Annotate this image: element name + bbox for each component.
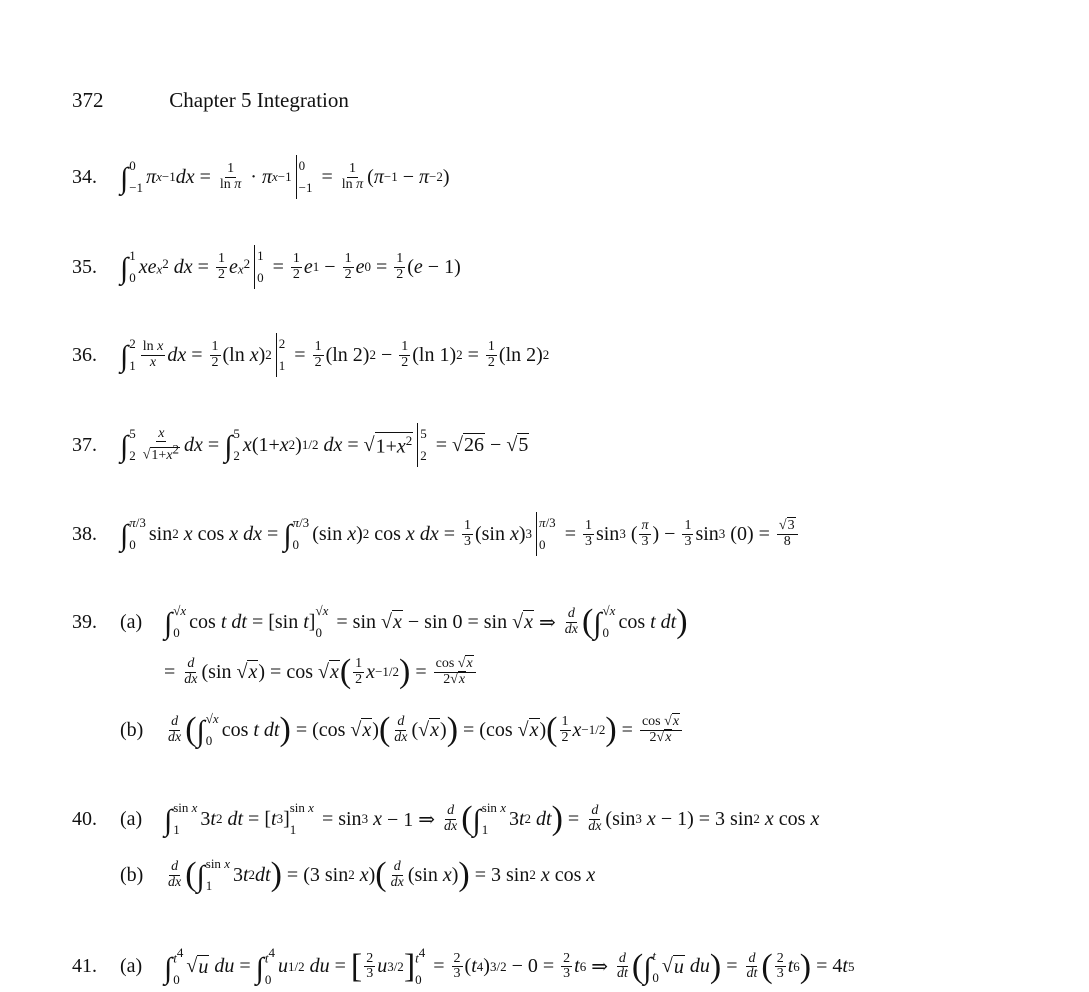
problem-39b bbox=[72, 708, 684, 752]
problem-35 bbox=[72, 245, 461, 289]
problem-number: 38. bbox=[72, 522, 97, 545]
problem-number: 35. bbox=[72, 255, 97, 278]
problem-40b bbox=[72, 853, 595, 897]
problem-number: 39. bbox=[72, 610, 97, 633]
problem-35-equation: ∫ 1 0 xe $x^2$ dx = $\frac{1}{2}$ e $x^2$ 1 0 = $\frac{1}{2}$ e 1 − $\frac{1}{2}$ e 0 = $\frac{1}{2}$ ( e − 1) bbox=[120, 245, 461, 289]
problem-36 bbox=[72, 333, 549, 377]
chapter-title: Chapter 5 Integration bbox=[169, 88, 349, 112]
problem-39a-equation-2: = $\frac{d}{dx}$ (sin √ x ) = cos √ x ( $\frac{1}{2}$ x −1/2 ) = $\frac{\cos √x}{2√x}$ bbox=[164, 655, 478, 689]
problem-40a-equation: ∫ sin x 1 3 t 2 dt = [ t 3 ] sin x 1 = sin 3 x − 1 ⇒ $\frac{d}{dx}$ ( ∫ sin x 1 3 t 2 dt ) = $\frac{d}{dx}$ (sin 3 x − 1) = 3 sin 2 x cos x bbox=[164, 800, 820, 838]
problem-38 bbox=[72, 512, 800, 556]
part-label: (a) bbox=[120, 807, 143, 830]
problem-number: 34. bbox=[72, 165, 97, 188]
problem-37 bbox=[72, 423, 529, 467]
problem-number: 41. bbox=[72, 955, 97, 978]
problem-number: 36. bbox=[72, 343, 97, 366]
problem-number: 37. bbox=[72, 433, 97, 456]
problem-34-equation: ∫ 0 −1 π x−1 dx = $\frac{1}{\text{ln π}}$ · π x−1 0 −1 = $\frac{1}{\text{ln π}}$ ( π −1 − π −2 ) bbox=[120, 155, 450, 199]
problem-38-equation: ∫ π/3 0 sin 2 x cos x dx = ∫ π/3 0 (sin x ) 2 cos x dx = $\frac{1}{3}$ (sin x ) 3 π/3 0 = $\frac{1}{3}$ sin 3 ( $\frac{\pi}{3}$ ) − $\frac{1}{3}$ sin 3 (0) = $\frac{√3}{8}$ bbox=[120, 512, 800, 556]
problem-41a-equation: ∫ $t^4$ 0 √ u du = ∫ $t^4$ 0 u 1/2 du = [ $\frac{2}{3}$ u 3/2 ] $t^4$ 0 = $\frac{2}{3}$ ( t 4 ) 3/2 − 0 = $\frac{2}{3}$ t 6 ⇒ $\frac{d}{dt}$ ( ∫ t 0 √ u du ) = $\frac{d}{dt}$ ( $\frac{2}{3}$ t 6 ) = 4 t 5 bbox=[164, 945, 855, 988]
problem-39b-equation: $\frac{d}{dx}$ ( ∫ √x 0 cos t dt ) = (cos √ x ) ( $\frac{d}{dx}$ (√ x ) ) = (cos √ x ) ( $\frac{1}{2}$ x −1/2 ) = $\frac{\cos √x}{2√x}$ bbox=[164, 708, 684, 752]
part-label: (b) bbox=[120, 863, 144, 886]
problem-41a bbox=[72, 942, 854, 992]
problem-39a-line2 bbox=[72, 655, 478, 689]
page-header bbox=[72, 88, 349, 113]
part-label: (a) bbox=[120, 955, 143, 978]
problem-36-equation: ∫ 2 1 $\frac{\text{ln x}}{x}$ dx = $\frac{1}{2}$ (ln x ) 2 2 1 = $\frac{1}{2}$ (ln 2) 2 − $\frac{1}{2}$ (ln 1) 2 = $\frac{1}{2}$ (ln 2) 2 bbox=[120, 333, 549, 377]
problem-34 bbox=[72, 155, 450, 199]
part-label: (b) bbox=[120, 718, 144, 741]
problem-40a bbox=[72, 797, 819, 841]
problem-39a-equation-1: ∫ √x 0 cos t dt = [sin t ] √x 0 = sin √ x − sin 0 = sin √ x ⇒ $\frac{d}{dx}$ ( ∫ √x 0 cos t dt ) bbox=[164, 603, 688, 641]
problem-number: 40. bbox=[72, 807, 97, 830]
problem-39a-line1 bbox=[72, 600, 688, 644]
problem-40b-equation: $\frac{d}{dx}$ ( ∫ sin x 1 3 t 2 dt ) = (3 sin 2 x ) ( $\frac{d}{dx}$ (sin x ) ) = 3 sin 2 x cos x bbox=[168, 856, 596, 894]
page-number: 372 bbox=[72, 88, 104, 112]
problem-37-equation: ∫ 5 2 $\frac{x}{√1+x^2}$ dx = ∫ 5 2 x (1+ x 2 ) 1/2 dx = √ $1+x^2$ 5 2 = √ 26 − √ 5 bbox=[120, 423, 529, 467]
part-label: (a) bbox=[120, 610, 143, 633]
